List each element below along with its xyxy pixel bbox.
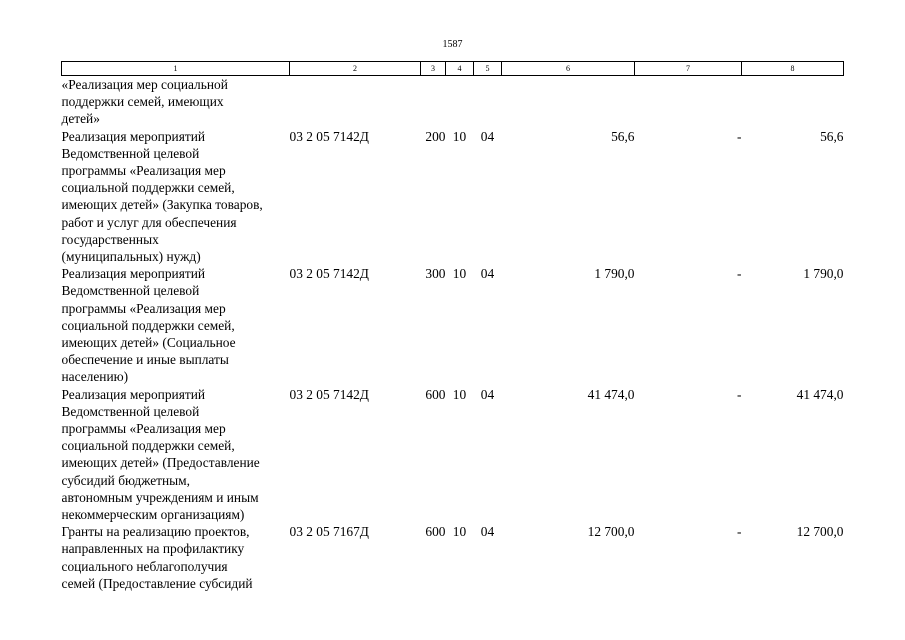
amount-col-7: - <box>737 386 742 402</box>
subsection <box>474 76 502 128</box>
amount-col-6: 41 474,0 <box>587 386 635 402</box>
column-number: 1 <box>62 62 290 76</box>
expense-type: 300 <box>425 266 446 282</box>
expense-type <box>421 76 446 128</box>
amount-col-6: 1 790,0 <box>594 266 635 282</box>
column-number: 8 <box>742 62 844 76</box>
row-name-line: социального неблагополучия <box>61 558 228 574</box>
target-article-code: 03 2 05 7142Д <box>289 266 369 282</box>
row-name-line: Реализация мероприятий <box>61 266 206 282</box>
expense-type: 600 <box>425 386 446 402</box>
amount-col-8: 12 700,0 <box>796 524 844 540</box>
row-name-line: имеющих детей» (Предоставление <box>61 455 260 471</box>
row-name-line: населению) <box>61 369 129 385</box>
amount-col-8: 56,6 <box>820 128 844 144</box>
row-name <box>62 265 290 385</box>
amount-col-7 <box>635 76 742 128</box>
row-name <box>62 76 290 128</box>
row-name <box>62 386 290 524</box>
column-number: 3 <box>421 62 446 76</box>
section <box>446 76 474 128</box>
row-name-line: автономным учреждениям и иным <box>61 489 259 505</box>
target-article-code <box>290 76 421 128</box>
row-name-line: Ведомственной целевой <box>61 283 200 299</box>
row-name-line: Реализация мероприятий <box>61 386 206 402</box>
section: 10 <box>452 266 467 282</box>
amount-col-6: 56,6 <box>611 128 635 144</box>
row-name-line: работ и услуг для обеспечения <box>61 214 237 230</box>
section: 10 <box>452 524 467 540</box>
amount-col-8 <box>742 76 844 128</box>
row-name-line: семей (Предоставление субсидий <box>61 575 253 591</box>
target-article-code: 03 2 05 7142Д <box>289 128 369 144</box>
amount-col-8: 1 790,0 <box>803 266 844 282</box>
table-row <box>62 128 844 266</box>
row-name-line: социальной поддержки семей, <box>61 438 235 454</box>
row-name-line: субсидий бюджетным, <box>61 472 191 488</box>
expense-type: 600 <box>425 524 446 540</box>
subsection: 04 <box>480 524 495 540</box>
row-name-line: имеющих детей» (Социальное <box>61 335 236 351</box>
row-name-line: Реализация мероприятий <box>61 128 206 144</box>
table-row <box>62 386 844 524</box>
row-name-line: детей» <box>61 111 100 127</box>
column-number: 2 <box>290 62 421 76</box>
row-name-line: (муниципальных) нужд) <box>61 249 201 265</box>
page-number: 1587 <box>442 39 463 50</box>
amount-col-6 <box>502 76 635 128</box>
column-number: 5 <box>474 62 502 76</box>
target-article-code: 03 2 05 7142Д <box>289 386 369 402</box>
subsection: 04 <box>480 386 495 402</box>
row-name-line: программы «Реализация мер <box>61 163 226 179</box>
row-name <box>62 128 290 266</box>
amount-col-6: 12 700,0 <box>587 524 635 540</box>
table-row <box>62 76 844 128</box>
column-number: 7 <box>635 62 742 76</box>
column-number: 6 <box>502 62 635 76</box>
section: 10 <box>452 386 467 402</box>
expense-type: 200 <box>425 128 446 144</box>
row-name-line: направленных на профилактику <box>61 541 245 557</box>
row-name <box>62 523 290 592</box>
row-name-line: некоммерческим организациям) <box>61 507 245 523</box>
subsection: 04 <box>480 266 495 282</box>
row-name-line: Ведомственной целевой <box>61 403 200 419</box>
budget-table <box>61 61 844 592</box>
row-name-line: социальной поддержки семей, <box>61 317 235 333</box>
section: 10 <box>452 128 467 144</box>
row-name-line: Гранты на реализацию проектов, <box>61 524 250 540</box>
table-row <box>62 265 844 385</box>
row-name-line: социальной поддержки семей, <box>61 180 235 196</box>
table-row <box>62 523 844 592</box>
row-name-line: поддержки семей, имеющих <box>61 94 224 110</box>
row-name-line: «Реализация мер социальной <box>61 77 228 92</box>
row-name-line: государственных <box>61 231 159 247</box>
column-number: 4 <box>446 62 474 76</box>
row-name-line: программы «Реализация мер <box>61 300 226 316</box>
amount-col-7: - <box>737 266 742 282</box>
target-article-code: 03 2 05 7167Д <box>289 524 369 540</box>
column-number-row <box>62 62 844 76</box>
row-name-line: обеспечение и иные выплаты <box>61 352 229 368</box>
subsection: 04 <box>480 128 495 144</box>
row-name-line: Ведомственной целевой <box>61 145 200 161</box>
amount-col-7: - <box>737 128 742 144</box>
row-name-line: имеющих детей» (Закупка товаров, <box>61 197 263 213</box>
row-name-line: программы «Реализация мер <box>61 421 226 437</box>
amount-col-7: - <box>737 524 742 540</box>
amount-col-8: 41 474,0 <box>796 386 844 402</box>
